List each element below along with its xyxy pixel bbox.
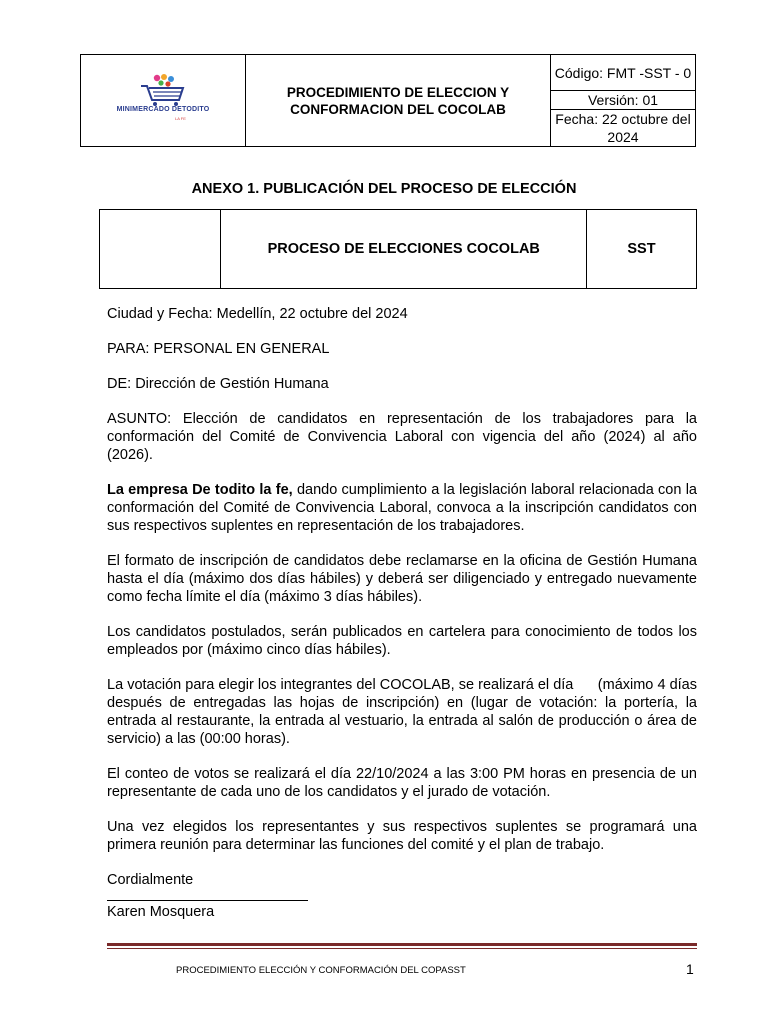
document-title-line-2: CONFORMACION DEL COCOLAB bbox=[290, 101, 506, 117]
annex-title: ANEXO 1. PUBLICACIÓN DEL PROCESO DE ELECCIÓN bbox=[191, 181, 577, 197]
process-table-empty-cell bbox=[100, 210, 221, 289]
paragraph-company-text: dando cumplimiento a la legislación laboral relacionada con la conformación del Comité de Convivencia Laboral, convoca a la inscripción candidatos con sus respectivos suplentes en representación de los trabajadores. bbox=[107, 482, 697, 534]
signature-line bbox=[107, 893, 308, 901]
logo-cell bbox=[81, 55, 246, 147]
paragraph-company bbox=[107, 481, 697, 535]
paragraph-candidates: Los candidatos postulados, serán publicados en cartelera para conocimiento de todos los empleados por (máximo cinco días hábiles). bbox=[107, 624, 697, 658]
footer-rule-thick bbox=[107, 943, 697, 946]
subject-paragraph: ASUNTO: Elección de candidatos en representación de los trabajadores para la conformación del Comité de Convivencia Laboral con vigencia del año (2024) al año (2026). bbox=[107, 411, 697, 463]
paragraph-voting: La votación para elegir los integrantes del COCOLAB, se realizará el día (máximo 4 días después de entregadas las hojas de inscripción) en (lugar de votación: la portería, la entrada al restaurante, la entrada al vestuario, la entrada al salón de producción o área de servicio) a las (00:00 horas). bbox=[107, 677, 702, 747]
document-date: Fecha: 22 octubre del 2024 bbox=[551, 110, 696, 147]
shopping-cart-icon bbox=[127, 73, 199, 107]
company-logo bbox=[103, 73, 223, 123]
signer-name: Karen Mosquera bbox=[107, 904, 215, 920]
footer-rule-thin bbox=[107, 948, 697, 949]
letter-body bbox=[107, 305, 702, 921]
sender: DE: Dirección de Gestión Humana bbox=[107, 376, 329, 392]
footer-text: PROCEDIMIENTO ELECCIÓN Y CONFORMACIÓN DEL COPASST bbox=[176, 965, 466, 976]
document-title-line-1: PROCEDIMIENTO DE ELECCION Y bbox=[286, 84, 510, 100]
page-number: 1 bbox=[686, 961, 694, 977]
paragraph-vote-count: El conteo de votos se realizará el día 22/10/2024 a las 3:00 PM horas en presencia de un representante de cada uno de los candidatos y el jurado de votación. bbox=[107, 766, 697, 800]
document-title bbox=[246, 55, 551, 147]
process-table bbox=[99, 209, 697, 289]
paragraph-first-meeting: Una vez elegidos los representantes y sus respectivos suplentes se programará una primera reunión para determinar las funciones del comité y el plan de trabajo. bbox=[107, 819, 697, 853]
closing: Cordialmente bbox=[107, 872, 194, 888]
document-version: Versión: 01 bbox=[551, 91, 696, 110]
logo-brand-text: MINIMERCADO DETODITO bbox=[116, 106, 210, 113]
logo-slogan-text: LA FE bbox=[175, 116, 186, 121]
city-date: Ciudad y Fecha: Medellín, 22 octubre del 2024 bbox=[107, 306, 408, 322]
company-name-bold: La empresa De todito la fe, bbox=[107, 482, 293, 498]
document-code: Código: FMT -SST - 0 bbox=[551, 55, 696, 91]
process-table-area: SST bbox=[587, 210, 697, 289]
recipient: PARA: PERSONAL EN GENERAL bbox=[107, 341, 330, 357]
process-table-title: PROCESO DE ELECCIONES COCOLAB bbox=[221, 210, 587, 289]
paragraph-registration: El formato de inscripción de candidatos debe reclamarse en la oficina de Gestión Humana hasta el día (máximo dos días hábiles) y deberá ser diligenciado y entregado nuevamente como fecha límite el día (máximo 3 días hábiles). bbox=[107, 553, 697, 605]
document-header-table bbox=[80, 54, 696, 147]
